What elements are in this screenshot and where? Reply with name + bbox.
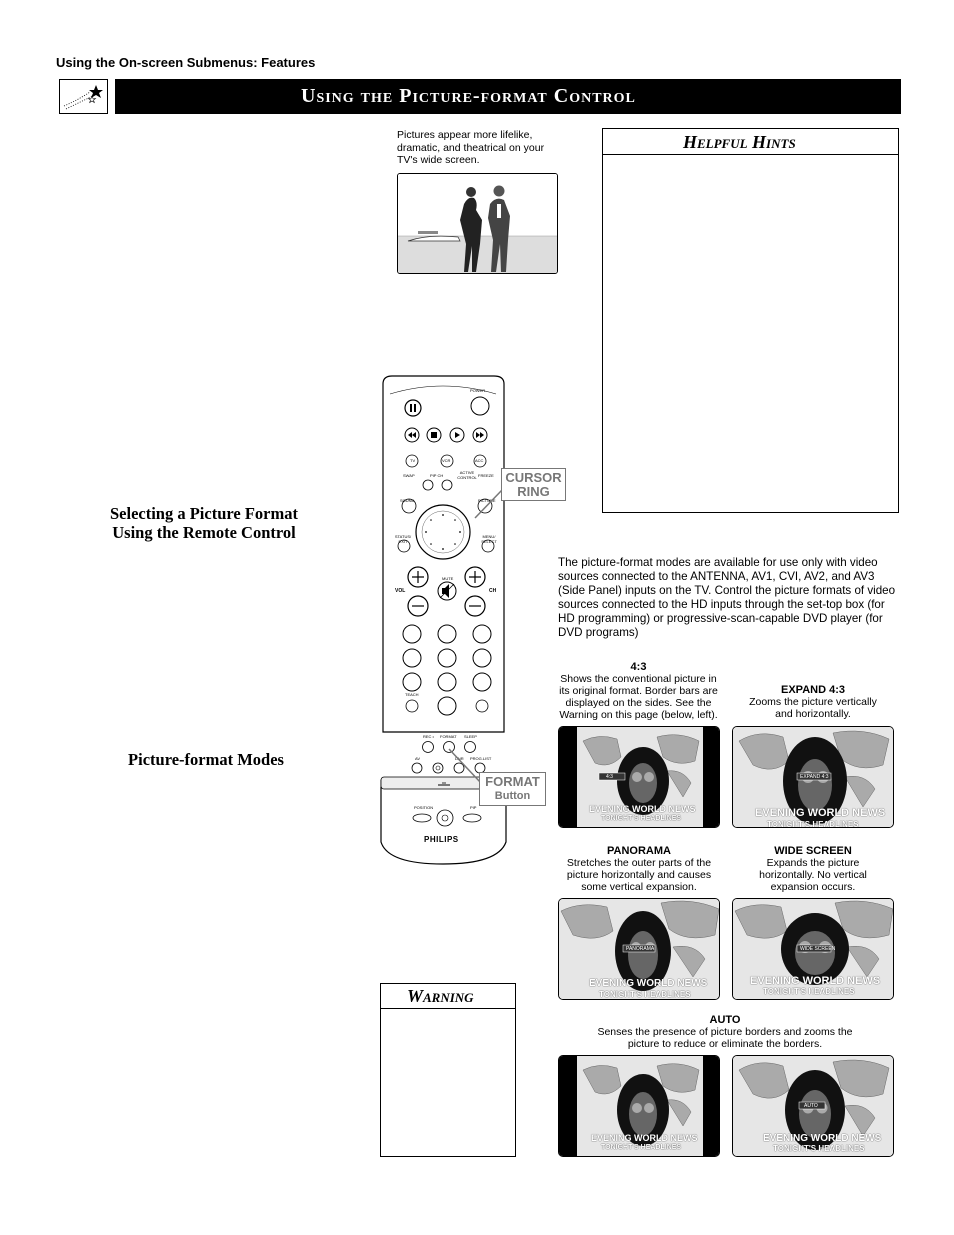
news-subtitle: TONIGHT'S HEADLINES xyxy=(601,815,682,822)
tv-screen-expand xyxy=(732,726,894,828)
remote-picture-label: PICTURE xyxy=(478,498,496,503)
remote-format-label: FORMAT xyxy=(440,734,457,739)
page-title: Using the Picture-format Control xyxy=(115,79,901,114)
mode-caption-auto xyxy=(585,1014,865,1050)
news-subtitle: TONIGHT'S HEADLINES xyxy=(599,990,691,999)
remote-prog-list-label: PROG.LIST xyxy=(470,756,492,761)
mode-name: PANORAMA xyxy=(607,845,671,857)
cursor-callout-line-2: RING xyxy=(517,484,550,499)
remote-active-control-label: ACTIVE CONTROL xyxy=(457,470,477,480)
warning-box xyxy=(380,983,516,1157)
heading-line-1: Selecting a Picture Format xyxy=(109,504,298,523)
format-callout-line-1: FORMAT xyxy=(485,774,540,789)
format-button-callout xyxy=(479,772,546,806)
mode-desc: Stretches the outer parts of the picture horizontally and causes some vertical expansion. xyxy=(566,857,712,893)
remote-rec-label: REC • xyxy=(423,734,434,739)
mode-caption-4-3 xyxy=(555,661,722,721)
heading-line-2: Using the Remote Control xyxy=(112,523,296,542)
mode-caption-widescreen xyxy=(745,845,881,893)
remote-brand-logo: PHILIPS xyxy=(424,835,459,844)
couple-photo xyxy=(397,173,558,274)
section-heading-modes: Picture-format Modes xyxy=(128,750,284,769)
mode-desc: Senses the presence of picture borders and zooms the picture to reduce or eliminate the borders. xyxy=(597,1026,853,1050)
shooting-star-logo xyxy=(59,79,108,114)
tv-osd-label: AUTO xyxy=(804,1103,818,1109)
remote-sleep-label: SLEEP xyxy=(464,734,477,739)
news-title: EVENING WORLD NEWS xyxy=(763,1133,882,1144)
format-callout-line-2: Button xyxy=(494,790,531,802)
body-paragraph: The picture-format modes are available for use only with video sources connected to the ANTENNA, AV1, CVI, AV2, and AV3 (Side Panel) inputs on the TV. Control the picture formats of video sources connected to the HD inputs through the set-top box (for HD programming) or progressive-scan-capable DVD player (for DVD programs) xyxy=(558,556,896,639)
mode-name: 4:3 xyxy=(630,661,647,673)
helpful-hints-title: Helpful Hints xyxy=(603,129,898,155)
section-heading-selecting xyxy=(88,504,320,542)
remote-position-label: POSITION xyxy=(414,805,434,810)
cursor-callout-line-1: CURSOR xyxy=(505,470,562,485)
remote-menu-select-label: MENU/ SELECT xyxy=(481,534,497,544)
remote-status-exit-label: STATUS/ EXIT xyxy=(394,534,412,544)
remote-mute-label: MUTE xyxy=(442,576,454,581)
mode-name: AUTO xyxy=(709,1014,741,1026)
news-subtitle: TONIGHT'S HEADLINES xyxy=(601,1144,682,1151)
warning-title: Warning xyxy=(381,984,515,1009)
remote-pip-label: PIP xyxy=(470,805,477,810)
tv-osd-label: EXPAND 4:3 xyxy=(800,774,829,780)
mode-desc: Shows the conventional picture in its original format. Border bars are displayed on the sides. See the Warning on this page (below, left). xyxy=(559,673,718,721)
cursor-ring-callout xyxy=(501,468,566,501)
intro-caption: Pictures appear more lifelike, dramatic, and theatrical on your TV's wide screen. xyxy=(397,129,545,166)
remote-tv-label: TV xyxy=(410,458,416,463)
tv-screen-auto-before xyxy=(558,1055,720,1157)
remote-sound-label: SOUND xyxy=(400,498,415,503)
news-subtitle: TONIGHT'S HEADLINES xyxy=(773,1144,865,1153)
remote-teach-label: TEACH xyxy=(405,692,419,697)
remote-ch-label: CH xyxy=(489,588,497,594)
tv-osd-label: PANORAMA xyxy=(626,946,655,952)
tv-screen-panorama xyxy=(558,898,720,1000)
news-title: EVENING WORLD NEWS xyxy=(589,804,696,814)
news-title: EVENING WORLD NEWS xyxy=(591,1133,698,1143)
remote-av-label: AV xyxy=(415,756,421,761)
mode-name: EXPAND 4:3 xyxy=(781,684,845,696)
mode-name: WIDE SCREEN xyxy=(774,845,852,857)
remote-vol-label: VOL xyxy=(395,588,406,594)
news-subtitle: TONIGHT'S HEADLINES xyxy=(763,987,855,996)
remote-vcr-label: VCR xyxy=(442,458,451,463)
news-title: EVENING WORLD NEWS xyxy=(589,978,708,989)
remote-dnr-label: DNR xyxy=(455,756,464,761)
mode-caption-expand xyxy=(743,684,883,720)
news-subtitle: TONIGHT'S HEADLINES xyxy=(767,820,859,828)
tv-osd-label: WIDE SCREEN xyxy=(800,946,836,952)
mode-caption-panorama xyxy=(556,845,722,893)
mode-desc: Zooms the picture vertically and horizontally. xyxy=(749,696,877,720)
tv-screen-auto-after xyxy=(732,1055,894,1157)
remote-freeze-label: FREEZE xyxy=(478,473,494,478)
tv-osd-label: 4:3 xyxy=(606,774,613,780)
tv-screen-4-3 xyxy=(558,726,720,828)
remote-swap-label: SWAP xyxy=(403,473,415,478)
tv-screen-widescreen xyxy=(732,898,894,1000)
remote-power-label: POWER xyxy=(470,388,486,393)
news-title: EVENING WORLD NEWS xyxy=(750,975,881,987)
helpful-hints-box xyxy=(602,128,899,513)
news-title: EVENING WORLD NEWS xyxy=(755,807,886,819)
remote-pipch-label: PIP CH xyxy=(430,473,444,478)
mode-desc: Expands the picture horizontally. No vertical expansion occurs. xyxy=(759,857,867,893)
remote-acc-label: ACC xyxy=(475,458,484,463)
section-label: Using the On-screen Submenus: Features xyxy=(56,55,316,70)
